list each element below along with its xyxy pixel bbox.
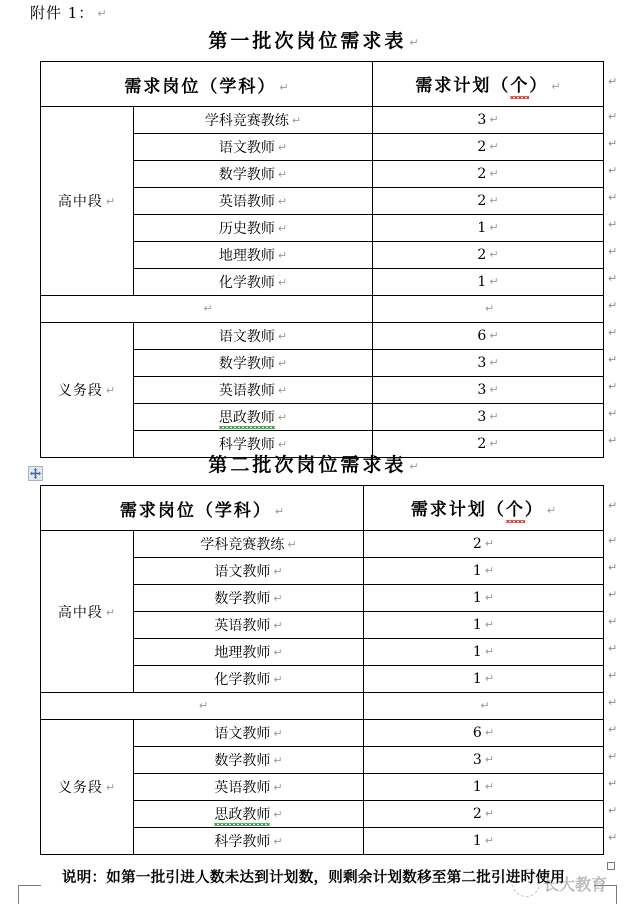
plan-count-text: 2 (477, 166, 487, 182)
subject-cell (134, 747, 364, 774)
pilcrow-icon: ↵ (551, 80, 561, 93)
table-row (41, 531, 604, 558)
pilcrow-icon: ↵ (277, 384, 288, 397)
attachment-label (30, 2, 108, 23)
column-header-plan (364, 486, 604, 531)
plan-count-cell (373, 377, 604, 404)
plan-count-text: 2 (472, 536, 482, 552)
spellcheck-underline: 个 (506, 495, 525, 521)
table-spacer-row (41, 296, 604, 323)
subject-text: 数学教师 (218, 356, 275, 372)
pilcrow-icon: ↵ (484, 302, 495, 315)
pilcrow-icon: ↵ (277, 330, 288, 343)
plan-count-text: 6 (472, 725, 482, 741)
column-header-text: 需求岗位（学科） (119, 500, 272, 521)
paragraph-mark-icon: ↵ (608, 407, 618, 420)
column-header-position (41, 62, 373, 107)
plan-count-cell (364, 774, 604, 801)
subject-cell (134, 828, 364, 855)
subject-text: 数学教师 (214, 753, 271, 769)
paragraph-mark-icon: ↵ (608, 218, 618, 231)
pilcrow-icon: ↵ (274, 504, 285, 518)
paragraph-mark-icon: ↵ (608, 750, 618, 763)
pilcrow-icon: ↵ (484, 672, 495, 685)
pilcrow-icon: ↵ (273, 673, 283, 686)
pilcrow-icon: ↵ (273, 592, 283, 605)
subject-text: 化学教师 (214, 672, 271, 688)
pilcrow-icon: ↵ (489, 248, 499, 261)
plan-count-cell (373, 107, 604, 134)
pilcrow-icon: ↵ (273, 781, 283, 794)
group-label-text: 义务段 (57, 780, 103, 796)
job-demand-table (40, 61, 604, 458)
plan-count-text: 2 (477, 139, 487, 155)
pilcrow-icon: ↵ (277, 222, 288, 235)
pilcrow-icon: ↵ (277, 249, 288, 262)
pilcrow-icon: ↵ (273, 835, 283, 848)
pilcrow-icon: ↵ (409, 36, 419, 49)
subject-text: 地理教师 (218, 248, 275, 264)
pilcrow-icon: ↵ (484, 564, 495, 577)
plan-count-text: 1 (472, 590, 482, 606)
pilcrow-icon: ↵ (277, 438, 288, 451)
subject-text-spellchecked: 思政教师 (219, 407, 275, 428)
plan-count-text: 1 (472, 617, 482, 633)
plan-count-text: 1 (472, 563, 482, 579)
subject-text: 学科竞赛教练 (204, 113, 289, 129)
pilcrow-icon: ↵ (489, 113, 499, 126)
subject-text: 地理教师 (214, 645, 271, 661)
column-header-text: 需求计划（个） (415, 76, 548, 96)
group-label-text: 义务段 (57, 383, 103, 399)
pilcrow-icon: ↵ (273, 727, 283, 740)
page-corner-mark-bottom-left (18, 885, 41, 904)
plan-count-text: 1 (477, 220, 487, 236)
table-title (0, 26, 627, 53)
plan-count-cell (373, 404, 604, 431)
group-label-cell (41, 323, 134, 458)
table-header-row (41, 62, 604, 107)
plan-count-cell (364, 801, 604, 828)
plan-count-text: 3 (477, 409, 487, 425)
pilcrow-icon: ↵ (489, 410, 499, 423)
pilcrow-icon: ↵ (277, 141, 288, 154)
pilcrow-icon: ↵ (484, 537, 495, 550)
pilcrow-icon: ↵ (97, 7, 108, 20)
table-row (41, 323, 604, 350)
plan-count-text: 3 (477, 355, 487, 371)
spacer-cell-right (373, 296, 604, 323)
paragraph-mark-icon: ↵ (608, 534, 618, 547)
plan-count-cell (364, 720, 604, 747)
subject-cell (134, 801, 364, 828)
plan-count-cell (373, 242, 604, 269)
group-label-text: 高中段 (57, 194, 103, 210)
paragraph-mark-icon: ↵ (608, 642, 618, 655)
subject-cell (134, 404, 373, 431)
subject-cell (134, 188, 373, 215)
plan-count-cell (373, 350, 604, 377)
spacer-cell-left (41, 693, 364, 720)
pilcrow-icon: ↵ (273, 754, 283, 767)
pilcrow-icon: ↵ (273, 807, 283, 821)
subject-cell (134, 323, 373, 350)
paragraph-mark-icon: ↵ (608, 696, 618, 709)
plan-count-text: 1 (472, 644, 482, 660)
subject-text: 英语教师 (214, 618, 271, 634)
pilcrow-icon: ↵ (203, 302, 213, 315)
pilcrow-icon: ↵ (484, 645, 495, 658)
subject-text: 语文教师 (214, 564, 271, 580)
subject-cell (134, 350, 373, 377)
move-cross-icon (30, 468, 41, 479)
subject-text: 英语教师 (218, 383, 275, 399)
subject-cell (134, 161, 373, 188)
group-label-text: 高中段 (57, 604, 103, 621)
footer-note: 说明：如第一批引进人数未达到计划数，则剩余计划数移至第二批引进时使用 (61, 869, 566, 886)
plan-count-text: 1 (472, 671, 482, 687)
subject-text: 英语教师 (214, 780, 271, 796)
plan-count-cell (364, 585, 604, 612)
subject-cell (134, 612, 364, 639)
attachment-label-text: 附件 1： (30, 4, 95, 22)
subject-text: 科学教师 (218, 437, 275, 453)
page-corner-mark-bottom-right (594, 885, 617, 904)
plan-count-cell (373, 215, 604, 242)
pilcrow-icon: ↵ (277, 276, 288, 289)
pilcrow-icon: ↵ (480, 699, 490, 712)
subject-cell (134, 531, 364, 558)
paragraph-mark-icon: ↵ (608, 723, 618, 736)
plan-count-cell (373, 161, 604, 188)
plan-count-cell (364, 558, 604, 585)
pilcrow-icon: ↵ (489, 329, 499, 342)
plan-count-text: 3 (472, 752, 482, 768)
subject-text: 化学教师 (218, 275, 275, 291)
pilcrow-icon: ↵ (273, 646, 283, 659)
pilcrow-icon: ↵ (198, 699, 209, 712)
pilcrow-icon: ↵ (489, 275, 499, 288)
table-move-handle[interactable] (28, 466, 43, 481)
paragraph-mark-icon: ↵ (608, 164, 618, 177)
group-label-cell (41, 531, 134, 693)
table-title-text: 第一批次岗位需求表 (208, 30, 407, 52)
subject-text: 语文教师 (218, 140, 275, 156)
pilcrow-icon: ↵ (489, 167, 499, 180)
pilcrow-icon: ↵ (279, 80, 289, 94)
paragraph-mark-icon: ↵ (608, 245, 618, 258)
plan-count-text: 3 (477, 382, 487, 398)
subject-cell (134, 107, 373, 134)
plan-count-text: 2 (477, 193, 487, 209)
table-row (41, 720, 604, 747)
pilcrow-icon: ↵ (277, 357, 288, 370)
pilcrow-icon: ↵ (489, 221, 499, 234)
subject-cell (134, 215, 373, 242)
pilcrow-icon: ↵ (489, 140, 499, 153)
pilcrow-icon: ↵ (484, 591, 495, 604)
pilcrow-icon: ↵ (489, 194, 499, 207)
paragraph-mark-icon: ↵ (608, 804, 618, 817)
pilcrow-icon: ↵ (287, 538, 297, 551)
pilcrow-icon: ↵ (489, 356, 499, 369)
group-label-cell (41, 720, 134, 855)
paragraph-mark-icon: ↵ (608, 272, 618, 285)
pilcrow-icon: ↵ (105, 384, 117, 397)
pilcrow-icon: ↵ (484, 807, 495, 820)
plan-count-text: 2 (477, 436, 487, 452)
pilcrow-icon: ↵ (277, 195, 288, 208)
plan-count-text: 2 (477, 247, 487, 263)
pilcrow-icon: ↵ (105, 195, 117, 208)
plan-count-cell (364, 666, 604, 693)
plan-count-cell (364, 828, 604, 855)
pilcrow-icon: ↵ (277, 410, 288, 424)
pilcrow-icon: ↵ (277, 168, 288, 181)
group-label-cell (41, 107, 134, 296)
paragraph-mark-icon: ↵ (608, 777, 618, 790)
pilcrow-icon: ↵ (484, 618, 495, 631)
column-header-text: 需求计划（个） (411, 500, 544, 520)
pilcrow-icon: ↵ (484, 780, 495, 793)
subject-cell (134, 774, 364, 801)
pilcrow-icon: ↵ (273, 619, 283, 632)
paragraph-mark-icon: ↵ (608, 380, 618, 393)
paragraph-mark-icon: ↵ (608, 615, 618, 628)
subject-text: 历史教师 (218, 221, 275, 237)
subject-cell (134, 134, 373, 161)
plan-count-cell (364, 747, 604, 774)
pilcrow-icon: ↵ (489, 437, 499, 450)
spellcheck-underline: 个 (510, 71, 529, 97)
subject-text-spellchecked: 思政教师 (214, 804, 270, 825)
subject-text: 数学教师 (218, 167, 275, 183)
paragraph-mark-icon: ↵ (608, 831, 618, 844)
plan-count-cell (364, 639, 604, 666)
watermark-text: 长大教育 (543, 874, 608, 894)
pilcrow-icon: ↵ (484, 726, 495, 739)
job-demand-table (40, 485, 604, 855)
subject-text: 语文教师 (218, 329, 275, 345)
plan-count-cell (373, 134, 604, 161)
table-spacer-row (41, 693, 604, 720)
plan-count-cell (373, 188, 604, 215)
column-header-text: 需求岗位（学科） (124, 76, 277, 97)
plan-count-cell (364, 612, 604, 639)
pilcrow-icon: ↵ (484, 753, 495, 766)
plan-count-text: 1 (472, 779, 482, 795)
subject-text: 数学教师 (214, 591, 271, 607)
column-header-position (41, 486, 364, 531)
table-section-1 (0, 26, 627, 458)
pilcrow-icon: ↵ (409, 460, 419, 473)
table-title-text: 第二批次岗位需求表 (208, 454, 407, 476)
subject-cell (134, 558, 364, 585)
plan-count-cell (373, 323, 604, 350)
pilcrow-icon: ↵ (105, 605, 117, 619)
paragraph-mark-icon: ↵ (608, 191, 618, 204)
table-section-2 (0, 450, 627, 855)
pilcrow-icon: ↵ (273, 565, 283, 578)
subject-text: 学科竞赛教练 (200, 537, 285, 553)
paragraph-mark-icon: ↵ (608, 110, 618, 123)
paragraph-mark-icon: ↵ (608, 137, 618, 150)
table-header-row (41, 486, 604, 531)
subject-text: 科学教师 (214, 834, 271, 850)
paragraph-mark-icon: ↵ (608, 434, 618, 447)
pilcrow-icon: ↵ (484, 834, 495, 847)
spacer-cell-right (364, 693, 604, 720)
paragraph-mark-icon: ↵ (608, 588, 618, 601)
paragraph-mark-icon: ↵ (608, 561, 618, 574)
subject-text: 英语教师 (218, 194, 275, 210)
plan-count-text: 6 (477, 328, 487, 344)
plan-count-text: 1 (472, 833, 482, 849)
plan-count-text: 2 (472, 806, 482, 822)
pilcrow-icon: ↵ (291, 114, 302, 127)
pilcrow-icon: ↵ (105, 781, 117, 794)
subject-text: 语文教师 (214, 726, 271, 742)
plan-count-cell (364, 531, 604, 558)
plan-count-text: 3 (477, 112, 487, 128)
pilcrow-icon: ↵ (546, 504, 557, 517)
paragraph-mark-icon: ↵ (608, 353, 618, 366)
plan-count-cell (373, 269, 604, 296)
subject-cell (134, 242, 373, 269)
paragraph-mark-icon: ↵ (608, 75, 618, 88)
paragraph-mark-icon: ↵ (608, 499, 618, 512)
subject-cell (134, 666, 364, 693)
column-header-plan (373, 62, 604, 107)
plan-count-text: 1 (477, 274, 487, 290)
spacer-cell-left (41, 296, 373, 323)
table-row (41, 107, 604, 134)
subject-cell (134, 720, 364, 747)
page-margin-mark-right (607, 862, 615, 870)
subject-cell (134, 585, 364, 612)
subject-cell (134, 639, 364, 666)
pilcrow-icon: ↵ (489, 383, 499, 396)
paragraph-mark-icon: ↵ (608, 299, 618, 312)
paragraph-mark-icon: ↵ (608, 326, 618, 339)
subject-cell (134, 269, 373, 296)
table-title (0, 450, 627, 477)
paragraph-mark-icon: ↵ (608, 669, 618, 682)
subject-cell (134, 377, 373, 404)
